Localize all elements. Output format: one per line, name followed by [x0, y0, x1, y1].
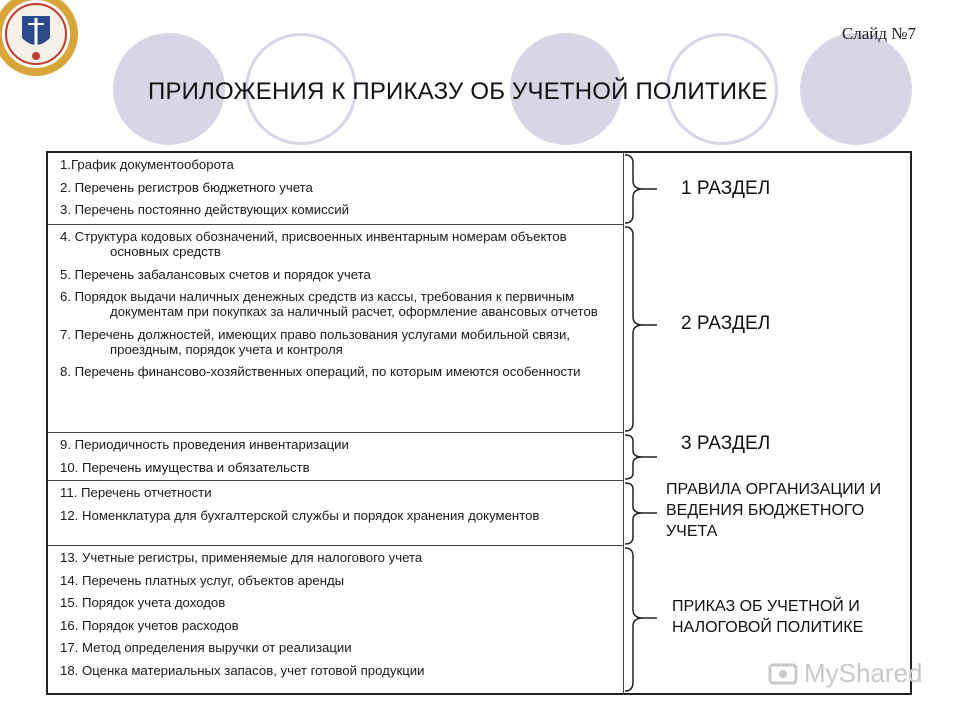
list-item: 9. Периодичность проведения инвентаризации [60, 437, 349, 452]
brace-order [623, 546, 663, 693]
brace-section1 [623, 153, 663, 225]
brace-section3 [623, 433, 663, 481]
brace-rules [623, 481, 663, 546]
label-rules: ПРАВИЛА ОРГАНИЗАЦИИ И ВЕДЕНИЯ БЮДЖЕТНОГО УЧЕТА [666, 481, 882, 540]
page-title: ПРИЛОЖЕНИЯ К ПРИКАЗУ ОБ УЧЕТНОЙ ПОЛИТИКЕ [148, 78, 768, 105]
list-item: 2. Перечень регистров бюджетного учета [60, 179, 313, 195]
label-order: ПРИКАЗ ОБ УЧЕТНОЙ И НАЛОГОВОЙ ПОЛИТИКЕ [672, 598, 864, 636]
label-section2: 2 РАЗДЕЛ [681, 313, 771, 334]
group-2 [48, 225, 623, 433]
list-item: 4. Структура кодовых обозначений, присвоенных инвентарным номерам объектов основных средств [60, 229, 567, 259]
label-section1: 1 РАЗДЕЛ [681, 178, 771, 199]
list-item: 7. Перечень должностей, имеющих право пользования услугами мобильной связи, проездным, порядок учета и контроля [60, 326, 571, 357]
label-section3: 3 РАЗДЕЛ [681, 433, 771, 454]
list-item: 12. Номенклатура для бухгалтерской службы и порядок хранения документов [60, 507, 540, 523]
list-item: 13. Учетные регистры, применяемые для налогового учета [60, 550, 423, 565]
watermark [768, 658, 923, 689]
list-item: 6. Порядок выдачи наличных денежных средств из кассы, требования к первичным документам при покупках за наличный расчет, оформление авансовых отчетов [60, 289, 598, 319]
group-4 [48, 481, 623, 546]
group-3 [48, 433, 623, 481]
group-1 [48, 153, 623, 225]
list-item: 14. Перечень платных услуг, объектов аренды [60, 572, 345, 588]
list-item: 10. Перечень имущества и обязательств [60, 459, 310, 475]
projector-icon [768, 661, 798, 687]
list-item: 17. Метод определения выручки от реализации [60, 640, 352, 655]
list-item: 8. Перечень финансово-хозяйственных операций, по которым имеются особенности [60, 364, 581, 379]
slide-number: Слайд №7 [841, 24, 916, 43]
list-item: 5. Перечень забалансовых счетов и порядок учета [60, 266, 371, 282]
brace-section2 [623, 225, 663, 433]
list-item: 16. Порядок учетов расходов [60, 617, 239, 633]
list-item: 11. Перечень отчетности [60, 485, 212, 500]
decor-circle-5 [800, 33, 912, 145]
watermark-text: MyShared [804, 658, 923, 688]
list-item: 1.График документооборота [60, 157, 234, 172]
group-5 [48, 546, 623, 693]
chamber-emblem-icon [0, 0, 80, 78]
list-item: 18. Оценка материальных запасов, учет готовой продукции [60, 662, 425, 678]
list-item: 15. Порядок учета доходов [60, 595, 226, 610]
list-item: 3. Перечень постоянно действующих комиссий [60, 202, 350, 217]
